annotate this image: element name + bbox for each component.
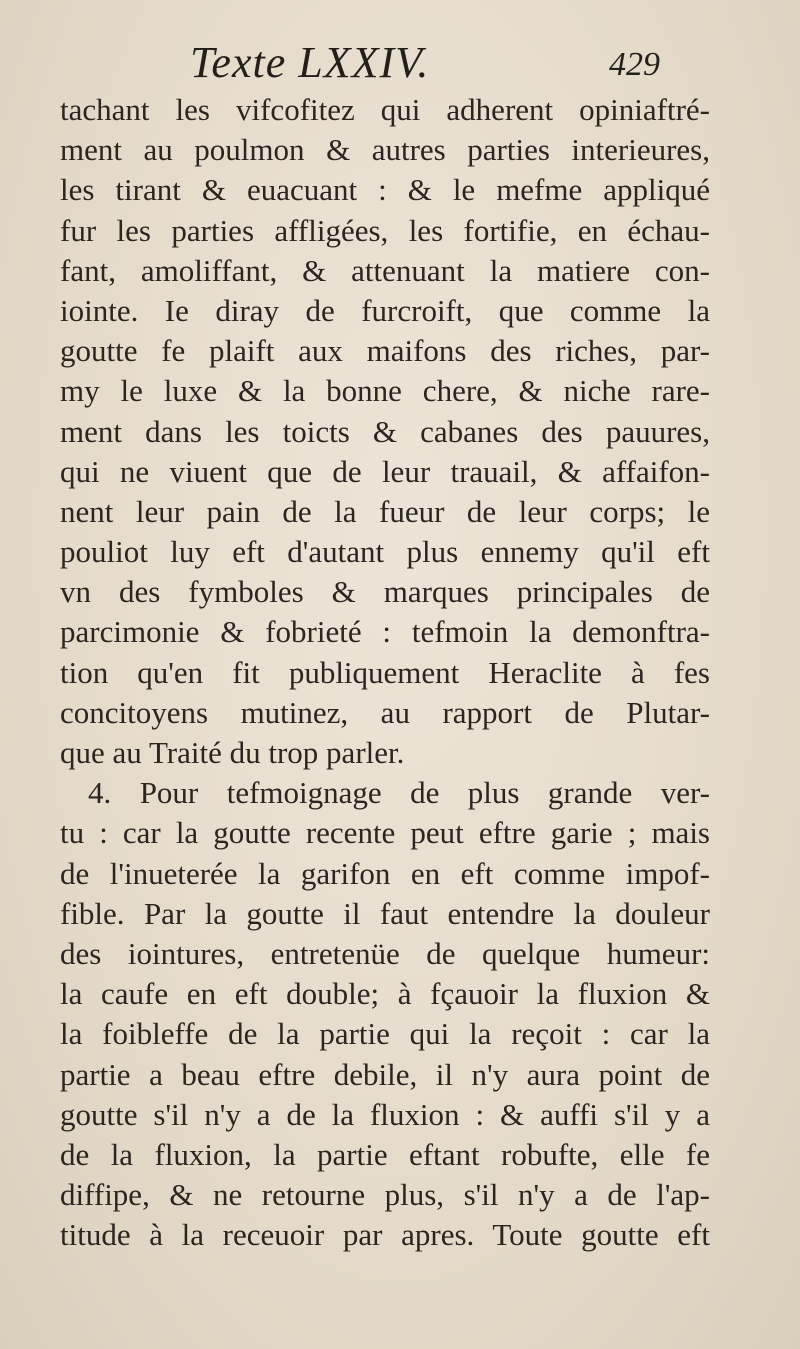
text-line: fur les parties affligées, les fortifie, en échau- — [60, 212, 710, 248]
text-line: fible. Par la goutte il faut entendre la douleur — [60, 895, 710, 931]
text-line: des iointures, entretenüe de quelque humeur: — [60, 935, 710, 971]
text-line: que au Traité du trop parler. — [60, 735, 405, 770]
running-title: Texte LXXIV. — [190, 38, 430, 87]
page-number: 429 — [609, 46, 660, 83]
text-line: qui ne viuent que de leur trauail, & affaifon- — [60, 453, 710, 489]
text-line: ment dans les toicts & cabanes des pauures, — [60, 413, 710, 449]
text-line: goutte fe plaift aux maifons des riches, par- — [60, 333, 710, 369]
text-line: concitoyens mutinez, au rapport de Plutar- — [60, 694, 710, 730]
text-line: les tirant & euacuant : & le mefme appliqué — [60, 172, 710, 208]
text-line: diffipe, & ne retourne plus, s'il n'y a de l'ap- — [60, 1177, 710, 1213]
text-line: parcimonie & fobrieté : tefmoin la demonftra- — [60, 614, 710, 650]
text-line: tachant les vifcofitez qui adherent opiniaftré- — [60, 92, 710, 127]
page-header — [190, 38, 710, 88]
text-line: pouliot luy eft d'autant plus ennemy qu'il eft — [60, 534, 710, 570]
text-line: partie a beau eftre debile, il n'y aura point de — [60, 1056, 710, 1092]
text-line: la caufe en eft double; à fçauoir la fluxion & — [60, 976, 710, 1012]
text-line: tion qu'en fit publiquement Heraclite à fes — [60, 654, 710, 690]
text-line: iointe. Ie diray de furcroift, que comme la — [60, 292, 710, 328]
text-line: la foibleffe de la partie qui la reçoit : car la — [60, 1016, 710, 1052]
text-line: nent leur pain de la fueur de leur corps; le — [60, 493, 710, 529]
text-line: titude à la receuoir par apres. Toute goutte eft — [60, 1217, 710, 1253]
text-line: fant, amoliffant, & attenuant la matiere con- — [60, 252, 710, 288]
text-line: de l'inueterée la garifon en eft comme impof- — [60, 855, 710, 891]
text-line: 4. Pour tefmoignage de plus grande ver- — [88, 775, 710, 811]
text-line: ment au poulmon & autres parties interieures, — [60, 132, 710, 168]
body-text — [60, 90, 710, 1255]
text-line: goutte s'il n'y a de la fluxion : & auffi s'il y a — [60, 1096, 710, 1132]
text-line: de la fluxion, la partie eftant robufte, elle fe — [60, 1136, 710, 1172]
text-line: vn des fymboles & marques principales de — [60, 574, 710, 610]
text-line: tu : car la goutte recente peut eftre garie ; mais — [60, 815, 710, 851]
text-line: my le luxe & la bonne chere, & niche rare- — [60, 373, 710, 409]
